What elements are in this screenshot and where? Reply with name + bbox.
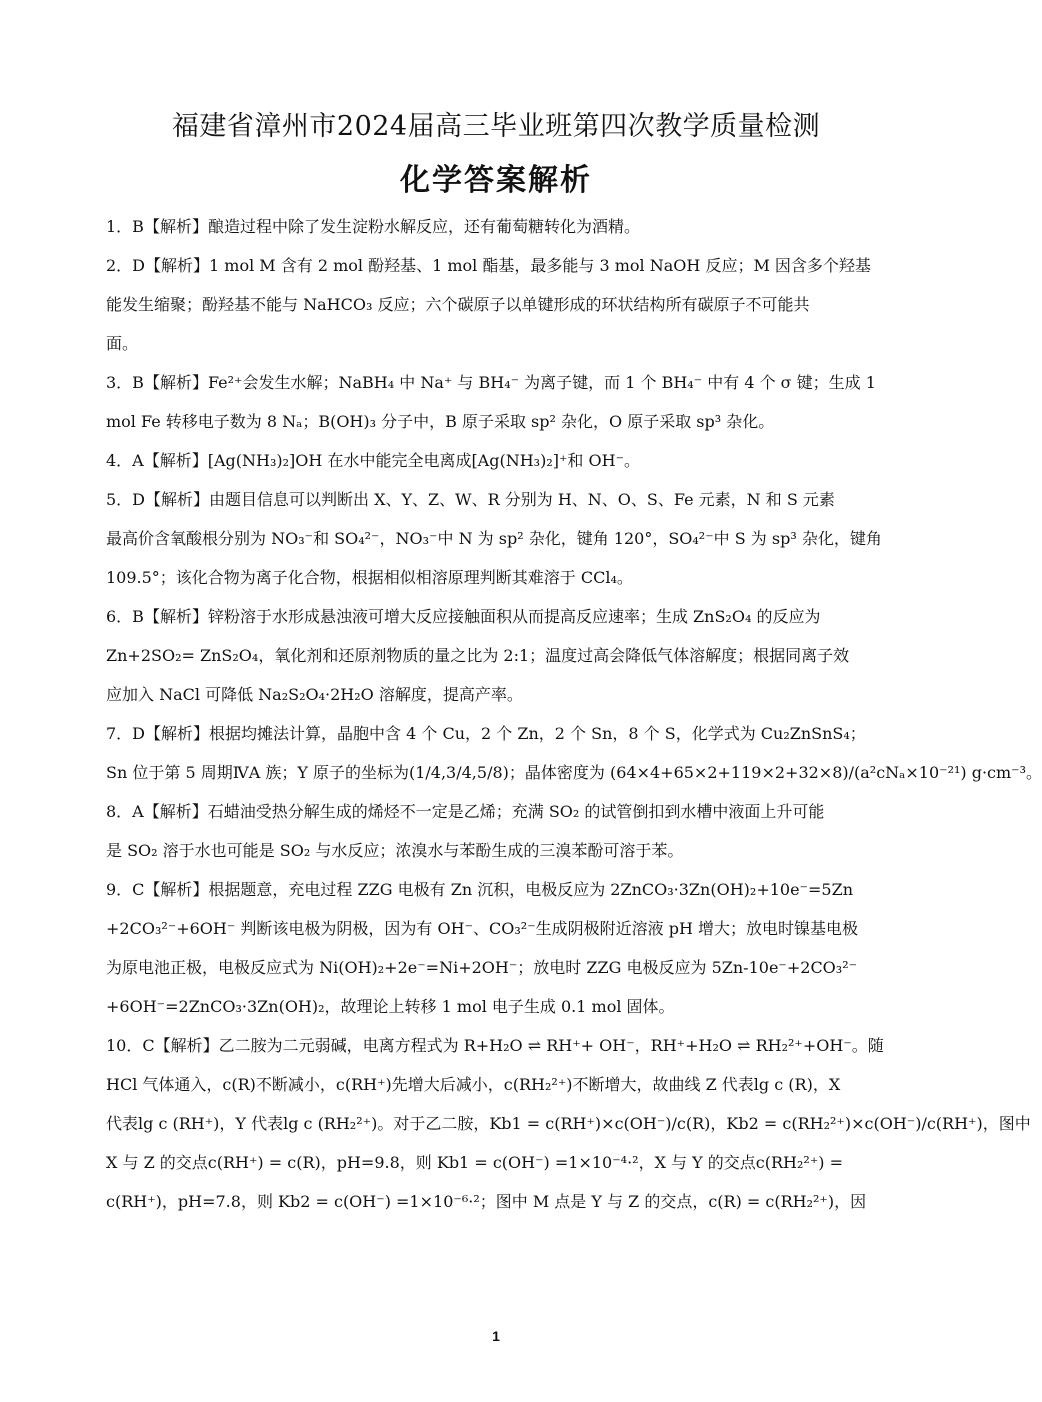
answer-3-line-1: 3．B【解析】Fe²⁺会发生水解；NaBH₄ 中 Na⁺ 与 BH₄⁻ 为离子键，而 1 个 BH₄⁻ 中有 4 个 σ 键；生成 1 — [106, 373, 876, 392]
answer-body — [106, 207, 1042, 1221]
answer-7-line-1: 7．D【解析】根据均摊法计算，晶胞中含 4 个 Cu，2 个 Zn，2 个 Sn，8 个 S，化学式为 Cu₂ZnSnS₄； — [106, 724, 866, 743]
answer-9-line-4: +6OH⁻=2ZnCO₃·3Zn(OH)₂，故理论上转移 1 mol 电子生成 0.1 mol 固体。 — [106, 997, 675, 1016]
answer-6-line-1: 6．B【解析】锌粉溶于水形成悬浊液可增大反应接触面积从而提高反应速率；生成 ZnS₂O₄ 的反应为 — [106, 607, 821, 626]
answer-7-line-2: Sn 位于第 5 周期ⅣA 族；Y 原子的坐标为(1/4,3/4,5/8)；晶体密度为 (64×4+65×2+119×2+32×8)/(a²cNₐ×10⁻²¹) g·cm⁻³。 — [106, 763, 1042, 782]
answer-10-line-2: HCl 气体通入，c(R)不断减小，c(RH⁺)先增大后减小，c(RH₂²⁺)不断增大，故曲线 Z 代表lg c (R)，X — [106, 1075, 841, 1094]
answer-10-line-3: 代表lg c (RH⁺)，Y 代表lg c (RH₂²⁺)。对于乙二胺，Kb1 = c(RH⁺)×c(OH⁻)/c(R)，Kb2 = c(RH₂²⁺)×c(OH⁻)/c(RH⁺)，图中 — [106, 1114, 1031, 1133]
answer-4-line-1: 4．A【解析】[Ag(NH₃)₂]OH 在水中能完全电离成[Ag(NH₃)₂]⁺和 OH⁻。 — [106, 451, 641, 470]
document-title: 福建省漳州市2024届高三毕业班第四次教学质量检测 — [171, 111, 821, 142]
answer-10-line-1: 10．C【解析】乙二胺为二元弱碱，电离方程式为 R+H₂O ⇌ RH⁺+ OH⁻，RH⁺+H₂O ⇌ RH₂²⁺+OH⁻。随 — [106, 1036, 884, 1055]
answer-2-line-2: 能发生缩聚；酚羟基不能与 NaHCO₃ 反应；六个碳原子以单键形成的环状结构所有碳原子不可能共 — [106, 295, 810, 314]
answer-2-line-1: 2．D【解析】1 mol M 含有 2 mol 酚羟基、1 mol 酯基，最多能与 3 mol NaOH 反应；M 因含多个羟基 — [106, 256, 871, 275]
answer-5-line-3: 109.5°；该化合物为离子化合物，根据相似相溶原理判断其难溶于 CCl₄。 — [106, 568, 633, 587]
answer-5-line-2: 最高价含氧酸根分别为 NO₃⁻和 SO₄²⁻，NO₃⁻中 N 为 sp² 杂化，键角 120°，SO₄²⁻中 S 为 sp³ 杂化，键角 — [106, 529, 882, 548]
answer-6-line-3: 应加入 NaCl 可降低 Na₂S₂O₄·2H₂O 溶解度，提高产率。 — [106, 685, 523, 704]
answer-3-line-2: mol Fe 转移电子数为 8 Nₐ；B(OH)₃ 分子中，B 原子采取 sp² 杂化，O 原子采取 sp³ 杂化。 — [106, 412, 775, 431]
answer-6-line-2: Zn+2SO₂= ZnS₂O₄，氧化剂和还原剂物质的量之比为 2:1；温度过高会降低气体溶解度；根据同离子效 — [106, 646, 850, 665]
answer-5-line-1: 5．D【解析】由题目信息可以判断出 X、Y、Z、W、R 分别为 H、N、O、S、Fe 元素，N 和 S 元素 — [106, 490, 835, 509]
answer-10-line-4: X 与 Z 的交点c(RH⁺) = c(R)，pH=9.8，则 Kb1 = c(OH⁻) =1×10⁻⁴·²，X 与 Y 的交点c(RH₂²⁺) = — [106, 1153, 843, 1172]
answer-9-line-1: 9．C【解析】根据题意，充电过程 ZZG 电极有 Zn 沉积，电极反应为 2ZnCO₃·3Zn(OH)₂+10e⁻=5Zn — [106, 880, 854, 899]
answer-1-line-1: 1．B【解析】酿造过程中除了发生淀粉水解反应，还有葡萄糖转化为酒精。 — [106, 217, 640, 236]
answer-8-line-1: 8．A【解析】石蜡油受热分解生成的烯烃不一定是乙烯；充满 SO₂ 的试管倒扣到水槽中液面上升可能 — [106, 802, 825, 821]
page-number: 1 — [492, 1328, 500, 1344]
answer-9-line-3: 为原电池正极，电极反应式为 Ni(OH)₂+2e⁻=Ni+2OH⁻；放电时 ZZG 电极反应为 5Zn-10e⁻+2CO₃²⁻ — [106, 958, 858, 977]
answer-8-line-2: 是 SO₂ 溶于水也可能是 SO₂ 与水反应；浓溴水与苯酚生成的三溴苯酚可溶于苯。 — [106, 841, 684, 860]
answer-2-line-3: 面。 — [106, 334, 139, 353]
document-subtitle: 化学答案解析 — [400, 163, 592, 198]
answer-9-line-2: +2CO₃²⁻+6OH⁻ 判断该电极为阴极，因为有 OH⁻、CO₃²⁻生成阴极附近溶液 pH 增大；放电时镍基电极 — [106, 919, 859, 938]
answer-10-line-5: c(RH⁺)，pH=7.8，则 Kb2 = c(OH⁻) =1×10⁻⁶·²；图中 M 点是 Y 与 Z 的交点，c(R) = c(RH₂²⁺)，因 — [106, 1192, 867, 1211]
